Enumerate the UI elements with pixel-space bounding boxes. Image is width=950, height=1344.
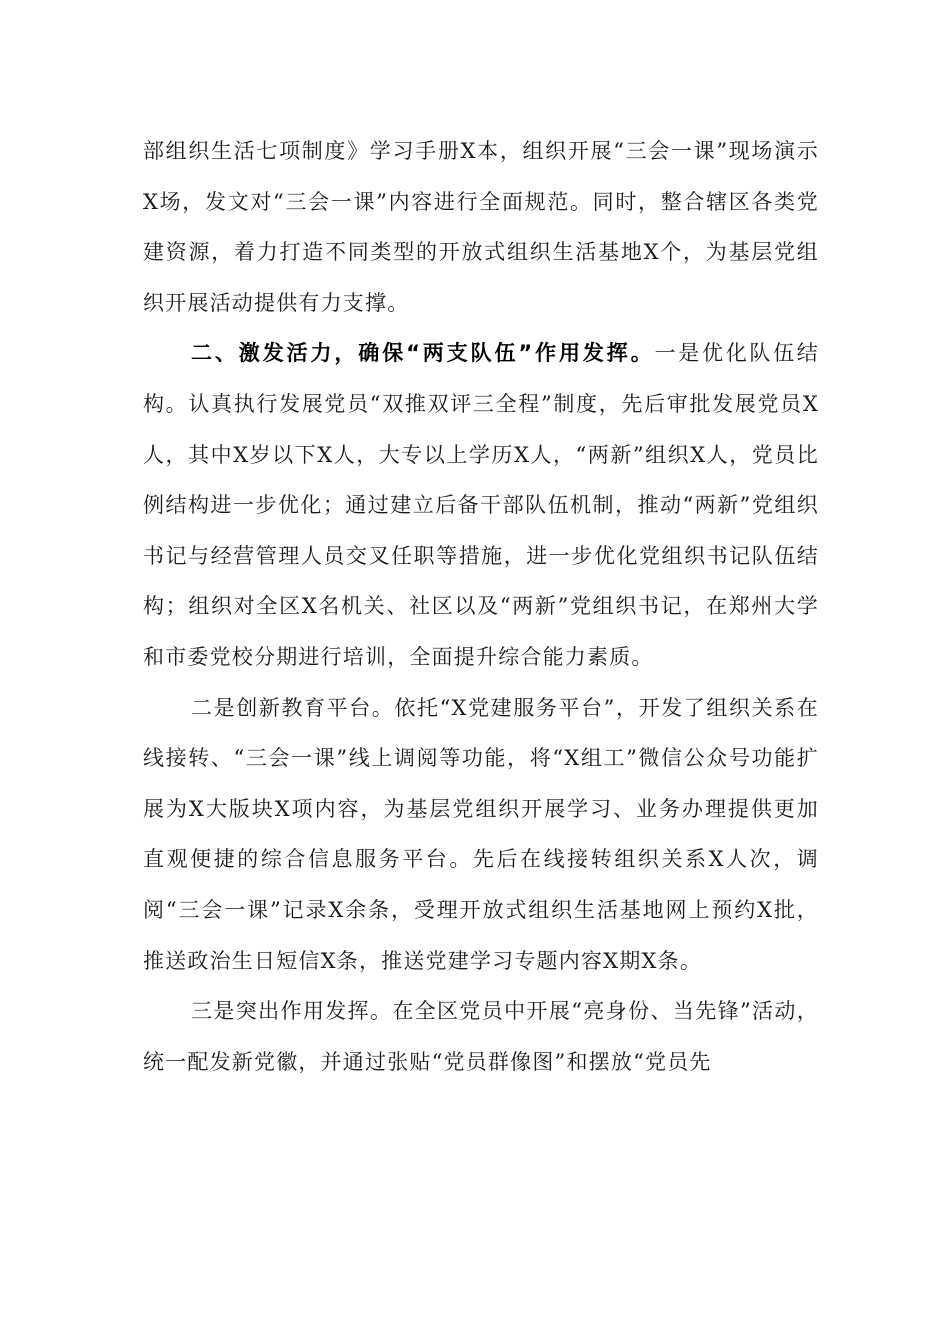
paragraph-role-play <box>143 986 819 1087</box>
paragraph-text: 一是优化队伍结构。认真执行发展党员“双推双评三全程”制度，先后审批发展党员X人，其中X岁以下X人，大专以上学历X人，“两新”组织X人，党员比例结构进一步优化；通过建立后备干部队伍机制，推动“两新”党组织书记与经营管理人员交叉任职等措施，进一步优化党组织书记队伍结构；组织对全区X名机关、社区以及“两新”党组织书记，在郑州大学和市委党校分期进行培训，全面提升综合能力素质。 <box>143 341 819 669</box>
section-heading: 二、激发活力，确保“两支队伍”作用发挥。 <box>191 341 655 366</box>
paragraph-text: 二是创新教育平台。依托“X党建服务平台”，开发了组织关系在线接转、“三会一课”线上调阅等功能，将“X组工”微信公众号功能扩展为X大版块X项内容，为基层党组织开展学习、业务办理提供更加直观便捷的综合信息服务平台。先后在线接转组织关系X人次，调阅“三会一课”记录X余条，受理开放式组织生活基地网上预约X批，推送政治生日短信X条，推送党建学习专题内容X期X条。 <box>143 695 819 973</box>
paragraph-text: 部组织生活七项制度》学习手册X本，组织开展“三会一课”现场演示X场，发文对“三会一课”内容进行全面规范。同时，整合辖区各类党建资源，着力打造不同类型的开放式组织生活基地X个，为基层党组织开展活动提供有力支撑。 <box>143 139 819 315</box>
paragraph-text: 三是突出作用发挥。在全区党员中开展“亮身份、当先锋”活动，统一配发新党徽，并通过张贴“党员群像图”和摆放“党员先 <box>143 999 819 1074</box>
paragraph-continuation <box>143 126 819 328</box>
paragraph-education-platform <box>143 683 819 987</box>
paragraph-section-two <box>143 328 819 682</box>
document-body <box>143 126 819 1087</box>
